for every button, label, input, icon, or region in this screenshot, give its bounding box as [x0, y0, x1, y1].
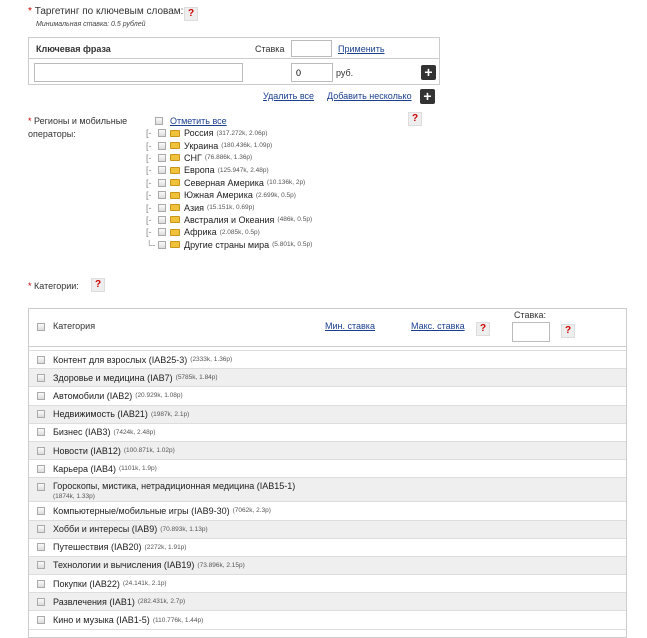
category-name: Бизнес (IAB3) [53, 427, 111, 438]
category-stat: (2272k, 1.91р) [144, 543, 187, 551]
bulk-bid-input[interactable] [291, 40, 332, 57]
sort-max-bid[interactable]: Макс. ставка [411, 321, 465, 331]
category-stat: (100.871k, 1.02р) [123, 447, 175, 455]
category-stat: (5785k, 1.84р) [175, 374, 218, 382]
region-row[interactable] [146, 152, 312, 164]
col-bid: Ставка [255, 44, 285, 54]
category-checkbox[interactable] [37, 580, 45, 588]
region-name: Южная Америка [184, 190, 253, 201]
col-category: Категория [53, 321, 96, 331]
help-icon[interactable]: ? [476, 322, 490, 336]
category-checkbox[interactable] [37, 483, 45, 491]
keyword-table [28, 37, 440, 85]
category-name: Новости (IAB12) [53, 445, 121, 456]
add-several-link[interactable]: Добавить несколько [327, 91, 412, 101]
category-stat: (2333k, 1.36р) [190, 356, 233, 364]
tree-branch: └- [146, 239, 156, 250]
category-row[interactable] [29, 575, 626, 593]
category-name: Карьера (IAB4) [53, 463, 116, 474]
tree-branch: [- [146, 128, 152, 139]
region-stat: (2.085k, 0.5р) [219, 228, 260, 236]
category-stat: (1987k, 2.1р) [150, 410, 190, 418]
sort-min-bid[interactable]: Мин. ставка [325, 321, 375, 331]
category-row[interactable] [29, 424, 626, 442]
folder-icon [170, 229, 180, 236]
folder-icon [170, 204, 180, 211]
category-checkbox[interactable] [37, 507, 45, 515]
category-row[interactable] [29, 406, 626, 424]
category-stat: (70.893k, 1.13р) [160, 525, 208, 533]
category-row[interactable] [29, 387, 626, 405]
category-row[interactable] [29, 521, 626, 539]
category-name: Компьютерные/мобильные игры (IAB9-30) [53, 505, 230, 516]
region-checkbox[interactable] [158, 204, 166, 212]
category-stat: (24.141k, 2.1р) [122, 580, 167, 588]
region-checkbox[interactable] [158, 142, 166, 150]
region-checkbox[interactable] [158, 191, 166, 199]
region-row[interactable] [146, 226, 312, 238]
category-name: Автомобили (IAB2) [53, 390, 133, 401]
regions-tree [146, 127, 312, 251]
folder-icon [170, 241, 180, 248]
region-checkbox[interactable] [158, 166, 166, 174]
category-checkbox[interactable] [37, 465, 45, 473]
region-row[interactable] [146, 201, 312, 213]
category-name: Гороскопы, мистика, нетрадиционная медицина (IAB15-1) [53, 481, 296, 492]
category-row[interactable] [29, 351, 626, 369]
categories-check-all[interactable] [37, 323, 45, 331]
folder-icon [170, 192, 180, 199]
delete-all-link[interactable]: Удалить все [263, 91, 315, 101]
tree-branch: [- [146, 152, 152, 163]
category-stat: (110.776k, 1.44р) [152, 616, 204, 624]
region-stat: (180.436k, 1.09р) [221, 142, 273, 150]
category-name: Технологии и вычисления (IAB19) [53, 560, 195, 571]
category-checkbox[interactable] [37, 525, 45, 533]
category-checkbox[interactable] [37, 598, 45, 606]
region-stat: (125.947k, 2.48р) [217, 166, 269, 174]
folder-icon [170, 130, 180, 137]
category-name: Недвижимость (IAB21) [53, 409, 148, 420]
category-stat: (7424k, 2.48р) [113, 428, 156, 436]
category-stat: (1874k, 1.33р) [53, 493, 95, 501]
keywords-title: * Таргетинг по ключевым словам: [28, 6, 184, 17]
region-name: Африка [184, 227, 217, 238]
add-keyword-icon[interactable]: + [421, 65, 436, 80]
col-keyword-phrase: Ключевая фраза [36, 44, 111, 54]
category-name: Контент для взрослых (IAB25-3) [53, 354, 188, 365]
category-row[interactable] [29, 502, 626, 520]
category-checkbox[interactable] [37, 356, 45, 364]
region-name: Северная Америка [184, 177, 264, 188]
tree-branch: [- [146, 227, 152, 238]
region-checkbox[interactable] [158, 216, 166, 224]
region-row[interactable] [146, 127, 312, 139]
category-row[interactable] [29, 611, 626, 629]
region-checkbox[interactable] [158, 129, 166, 137]
categories-bid-input[interactable] [512, 322, 550, 342]
region-row[interactable] [146, 164, 312, 176]
region-row[interactable] [146, 214, 312, 226]
region-checkbox[interactable] [158, 228, 166, 236]
category-row[interactable] [29, 593, 626, 611]
tree-branch: [- [146, 177, 152, 188]
folder-icon [170, 167, 180, 174]
category-stat: (282.431k, 2.7р) [137, 598, 186, 606]
category-text [53, 481, 295, 500]
category-name: Развлечения (IAB1) [53, 596, 135, 607]
category-stat: (20.929k, 1.08р) [135, 392, 183, 400]
folder-icon [170, 154, 180, 161]
category-row[interactable] [29, 460, 626, 478]
category-name: Путешествия (IAB20) [53, 542, 142, 553]
category-name: Хобби и интересы (IAB9) [53, 524, 158, 535]
region-row[interactable] [146, 189, 312, 201]
category-checkbox[interactable] [37, 392, 45, 400]
region-name: Россия [184, 128, 214, 139]
keyword-phrase-input[interactable] [34, 63, 243, 82]
region-name: Азия [184, 202, 205, 213]
region-stat: (317.272k, 2.06р) [216, 129, 268, 137]
check-all-link[interactable]: Отметить все [170, 116, 227, 126]
category-row[interactable] [29, 539, 626, 557]
region-stat: (10.136k, 2р) [266, 179, 306, 187]
help-icon[interactable]: ? [91, 278, 105, 292]
category-checkbox[interactable] [37, 561, 45, 569]
folder-icon [170, 179, 180, 186]
category-row[interactable] [29, 557, 626, 575]
category-row[interactable] [29, 369, 626, 387]
min-bid-note: Минимальная ставка: 0.5 рублей [36, 21, 146, 28]
tree-branch: [- [146, 190, 152, 201]
region-name: Европа [184, 165, 215, 176]
category-name: Покупки (IAB22) [53, 578, 120, 589]
category-stat: (7062k, 2.3р) [232, 507, 271, 515]
tree-branch: [- [146, 140, 152, 151]
tree-branch: [- [146, 202, 152, 213]
region-name: Австралия и Океания [184, 214, 275, 225]
check-all-row [155, 116, 227, 126]
category-checkbox[interactable] [37, 447, 45, 455]
region-name: Другие страны мира [184, 239, 270, 250]
region-checkbox[interactable] [158, 241, 166, 249]
help-icon[interactable]: ? [408, 112, 422, 126]
category-checkbox[interactable] [37, 428, 45, 436]
help-icon[interactable]: ? [184, 7, 198, 21]
tree-branch: [- [146, 214, 152, 225]
check-all-checkbox[interactable] [155, 117, 163, 125]
categories-header [29, 309, 626, 347]
col-bid: Ставка: [514, 310, 546, 320]
help-icon[interactable]: ? [561, 324, 575, 338]
category-stat: (73.896k, 2.15р) [197, 561, 245, 569]
category-name: Кино и музыка (IAB1-5) [53, 615, 150, 626]
category-row[interactable] [29, 442, 626, 460]
add-several-icon[interactable]: + [420, 89, 435, 104]
region-stat: (486k, 0.5р) [277, 216, 313, 224]
region-checkbox[interactable] [158, 154, 166, 162]
categories-table [28, 308, 627, 638]
region-stat: (5.801k, 0.5р) [272, 241, 313, 249]
region-stat: (15.151k, 0.69р) [207, 204, 255, 212]
region-checkbox[interactable] [158, 179, 166, 187]
folder-icon [170, 216, 180, 223]
currency-label: руб. [336, 68, 354, 78]
category-row[interactable] [29, 478, 626, 502]
category-stat: (1101k, 1.9р) [118, 465, 157, 473]
region-name: Украина [184, 140, 219, 151]
keyword-table-header [29, 38, 439, 59]
category-checkbox[interactable] [37, 410, 45, 418]
apply-button[interactable]: Применить [338, 44, 385, 54]
region-stat: (76.886k, 1.36р) [204, 154, 253, 162]
keyword-bid-input[interactable] [291, 63, 333, 82]
region-row[interactable] [146, 177, 312, 189]
region-row[interactable] [146, 239, 312, 251]
category-checkbox[interactable] [37, 543, 45, 551]
category-checkbox[interactable] [37, 374, 45, 382]
regions-title: * Регионы и мобильные операторы: [28, 116, 128, 139]
categories-title: * Категории: [28, 281, 79, 291]
region-name: СНГ [184, 152, 202, 163]
region-stat: (2.699k, 0.5р) [255, 191, 296, 199]
tree-branch: [- [146, 165, 152, 176]
folder-icon [170, 142, 180, 149]
region-row[interactable] [146, 139, 312, 151]
category-name: Здоровье и медицина (IAB7) [53, 372, 173, 383]
